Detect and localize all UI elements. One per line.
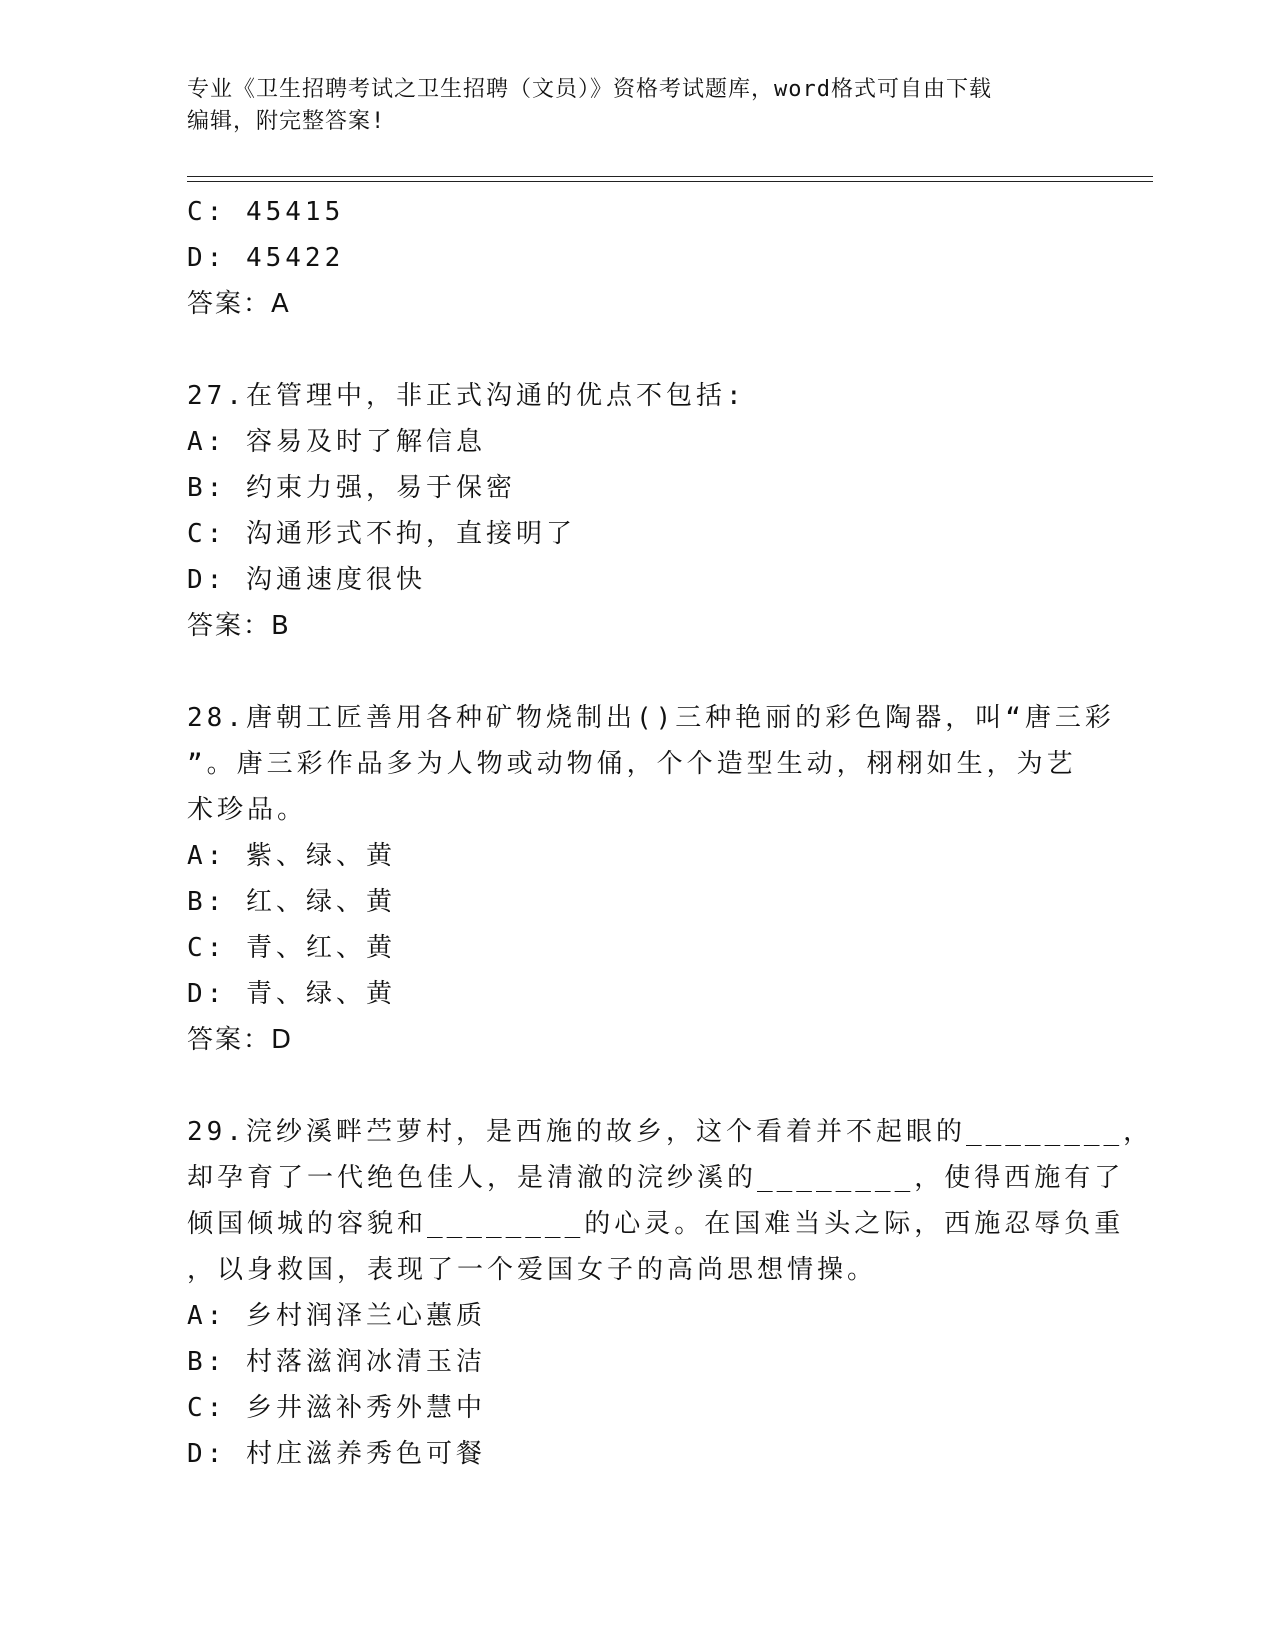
question-text: 28.唐朝工匠善用各种矿物烧制出()三种艳丽的彩色陶器，叫“唐三彩: [187, 703, 1115, 733]
option-d: D: 青、绿、黄: [187, 979, 396, 1009]
question-content: [187, 189, 1154, 1477]
answer-text: 答案：B: [187, 611, 291, 641]
question-27: [187, 373, 1087, 649]
spacer: [187, 649, 1087, 695]
option-c: C: 45415: [187, 197, 345, 227]
option-a: A: 紫、绿、黄: [187, 841, 396, 871]
option-b: B: 约束力强，易于保密: [187, 473, 516, 503]
option-b: B: 村落滋润冰清玉洁: [187, 1347, 486, 1377]
page-header: [187, 74, 1087, 138]
header-divider-top: [187, 176, 1153, 177]
header-divider-bottom: [187, 181, 1153, 182]
option-c: C: 青、红、黄: [187, 933, 396, 963]
header-line-1: 专业《卫生招聘考试之卫生招聘（文员）》资格考试题库，word格式可自由下载: [187, 77, 992, 102]
header-line-2: 编辑，附完整答案!: [187, 109, 386, 134]
option-d: D: 45422: [187, 243, 345, 273]
question-text: ，以身救国，表现了一个爱国女子的高尚思想情操。: [187, 1255, 878, 1285]
question-text: 却孕育了一代绝色佳人，是清澈的浣纱溪的________，使得西施有了: [187, 1163, 1125, 1193]
question-text: 29.浣纱溪畔苎萝村，是西施的故乡，这个看着并不起眼的________，: [187, 1117, 1154, 1147]
question-text: ”。唐三彩作品多为人物或动物俑，个个造型生动，栩栩如生，为艺: [187, 749, 1077, 779]
answer-text: 答案：A: [187, 289, 291, 319]
option-b: B: 红、绿、黄: [187, 887, 396, 917]
question-text: 倾国倾城的容貌和________的心灵。在国难当头之际，西施忍辱负重: [187, 1209, 1125, 1239]
question-28: [187, 695, 1115, 1063]
option-c: C: 乡井滋补秀外慧中: [187, 1393, 486, 1423]
question-text: 27.在管理中，非正式沟通的优点不包括:: [187, 381, 746, 411]
option-c: C: 沟通形式不拘，直接明了: [187, 519, 576, 549]
option-a: A: 乡村润泽兰心蕙质: [187, 1301, 486, 1331]
question-text: 术珍品。: [187, 795, 308, 825]
option-d: D: 村庄滋养秀色可餐: [187, 1439, 486, 1469]
spacer: [187, 1063, 1087, 1109]
option-a: A: 容易及时了解信息: [187, 427, 486, 457]
answer-text: 答案：D: [187, 1025, 294, 1055]
spacer: [187, 327, 1087, 373]
option-d: D: 沟通速度很快: [187, 565, 426, 595]
question-29: [187, 1109, 1154, 1477]
